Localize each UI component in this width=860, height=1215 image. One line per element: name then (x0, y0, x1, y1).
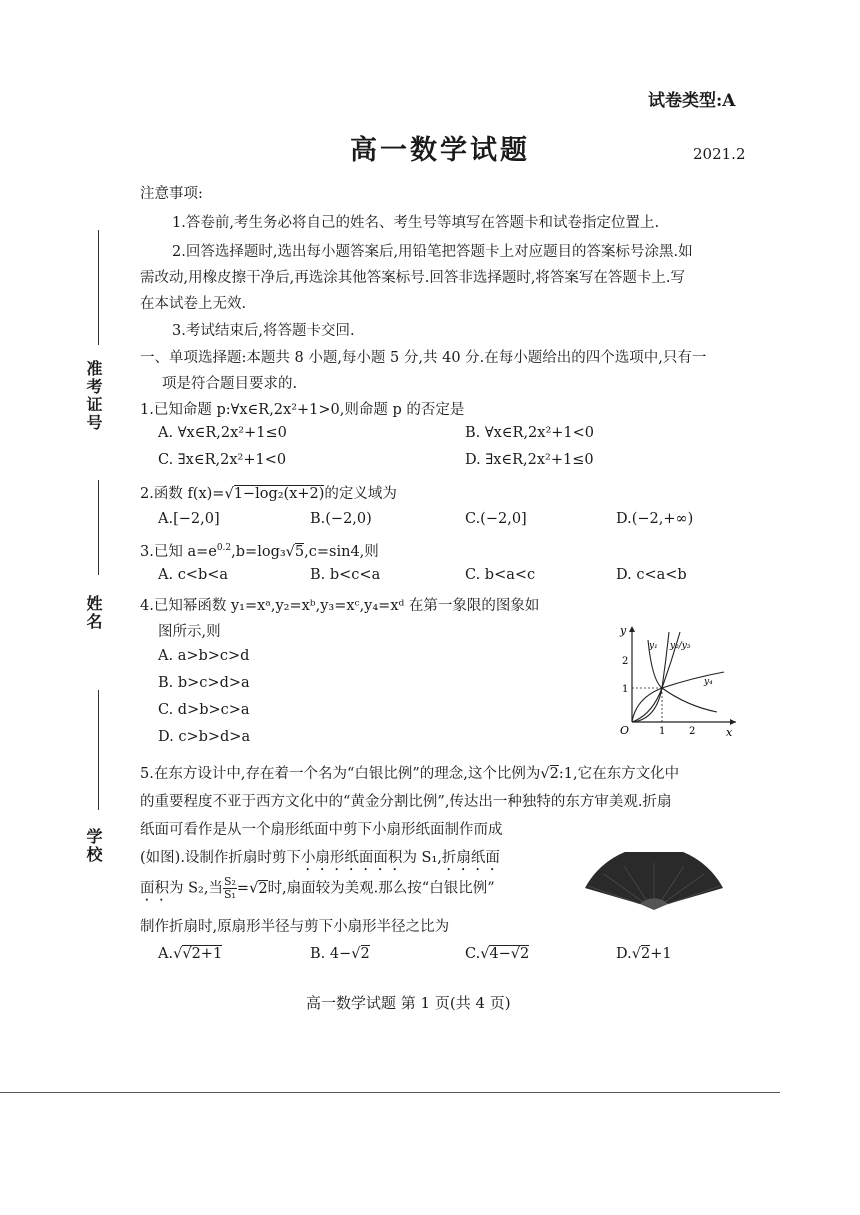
q4-option-d: D. c>b>d>a (158, 729, 251, 745)
q5-line-5-a: 为 S₂,当 (169, 880, 223, 897)
fraction-denominator: S₁ (223, 888, 236, 901)
q5-option-c (465, 946, 529, 962)
q4-stem: 4.已知幂函数 y₁=xᵃ,y₂=xᵇ,y₃=xᶜ,y₄=xᵈ 在第一象限的图象如 (140, 598, 540, 614)
sqrt-sign: √ (540, 766, 550, 782)
q4-option-b: B. b>c>d>a (158, 675, 250, 691)
q5-line-1-a: 5.在东方设计中,存在着一个名为“白银比例”的理念,这个比例为 (140, 766, 541, 782)
origin-label: O (620, 724, 630, 737)
notice-heading: 注意事项: (140, 186, 203, 202)
q4-option-c: C. d>b>c>a (158, 702, 250, 718)
q5-line-4-b: 为 S₁, (402, 850, 442, 866)
folding-fan-image (580, 852, 730, 912)
q5-option-a (158, 946, 222, 962)
q2-option-d: D.(−2,+∞) (616, 511, 694, 527)
q5-option-b (310, 946, 370, 962)
label-y4: y₄ (704, 677, 713, 687)
q2-stem-pre: 2.函数 f(x)= (140, 486, 225, 502)
q1-option-a: A. ∀x∈R,2x²+1≤0 (158, 425, 287, 441)
q5-option-a-radicand: √2+1 (182, 946, 223, 962)
y-axis-label: y (620, 624, 627, 637)
sqrt-sign: √ (631, 946, 641, 962)
tick-x2: 2 (689, 726, 696, 737)
q3-exponent: 0.2 (216, 543, 232, 554)
notice-item-2-cont: 需改动,用橡皮擦干净后,再选涂其他答案标号.回答非选择题时,将答案写在答题卡上.写 (140, 270, 686, 286)
q5-line-5 (140, 876, 495, 905)
side-line (98, 480, 99, 575)
equals-sign: = (236, 880, 250, 897)
q5-option-d-radicand: 2 (640, 946, 651, 962)
q5-option-b-radicand: 2 (360, 946, 370, 962)
q5-line-4-a: (如图).设制作折扇时剪下 (140, 850, 301, 866)
fraction-numerator: S₂ (223, 875, 236, 888)
q5-line-1-radicand: 2 (549, 766, 559, 782)
tick-y2: 2 (622, 656, 629, 667)
x-axis-label: x (726, 726, 733, 738)
q5-option-a-letter: A. (158, 946, 174, 962)
sqrt-sign: √ (173, 946, 183, 962)
q1-stem: 1.已知命题 p:∀x∈R,2x²+1>0,则命题 p 的否定是 (140, 402, 465, 418)
side-line (98, 230, 99, 345)
q3-option-d: D. c<a<b (616, 567, 687, 583)
tick-x1: 1 (659, 726, 666, 737)
q5-line-2: 的重要程度不亚于西方文化中的“黄金分割比例”,传达出一种独特的东方审美观.折扇 (140, 794, 672, 810)
q3-option-c: C. b<a<c (465, 567, 536, 583)
exam-id-label: 准考证号 (84, 360, 103, 432)
q5-line-5-b: 时,扇面较为美观.那么按“白银比例” (267, 880, 495, 897)
q3-radicand: 5 (294, 544, 305, 560)
q2-stem (140, 482, 397, 503)
q5-line-5-radicand: 2 (258, 880, 268, 897)
paper-type: 试卷类型:A (648, 91, 736, 111)
power-function-graph (612, 620, 742, 738)
q5-line-1 (140, 762, 679, 783)
q3-stem-post: ,c=sin4,则 (304, 544, 379, 560)
q3-option-b: B. b<c<a (310, 567, 381, 583)
q3-stem-pre: 3.已知 a=e (140, 544, 217, 560)
q4-option-a: A. a>b>c>d (158, 648, 250, 664)
q5-line-6: 制作折扇时,原扇形半径与剪下小扇形半径之比为 (140, 919, 450, 935)
sqrt-sign: √ (351, 946, 361, 962)
section-heading-cont: 项是符合题目要求的. (162, 376, 298, 392)
page-title: 高一数学试题 (350, 135, 530, 166)
q5-option-c-radicand: 4−√2 (489, 946, 530, 962)
sqrt-sign: √ (480, 946, 490, 962)
q5-emphasis-text: 面积 (140, 880, 169, 897)
q2-option-a: A.[−2,0] (158, 511, 220, 527)
notice-item-3: 3.考试结束后,将答题卡交回. (172, 323, 355, 339)
q5-line-3: 纸面可看作是从一个扇形纸面中剪下小扇形纸面制作而成 (140, 822, 503, 838)
q2-option-c: C.(−2,0] (465, 511, 527, 527)
q5-emphasis-text: 折扇纸面 (441, 850, 500, 866)
notice-item-2-end: 在本试卷上无效. (140, 296, 247, 312)
q3-option-a: A. c<b<a (158, 567, 229, 583)
q2-option-b: B.(−2,0) (310, 511, 372, 527)
name-label: 姓名 (84, 595, 103, 631)
q2-stem-post: 的定义域为 (324, 486, 397, 502)
x-arrow (730, 719, 736, 725)
q2-radicand: 1−log₂(x+2) (233, 486, 325, 502)
page-bottom-rule (0, 1092, 780, 1093)
q5-option-d-letter: D. (616, 946, 632, 962)
sqrt-sign: √ (285, 544, 295, 560)
side-line (98, 690, 99, 810)
q3-stem (140, 540, 379, 561)
notice-item-2: 2.回答选择题时,选出每小题答案后,用铅笔把答题卡上对应题目的答案标号涂黑.如 (172, 244, 693, 260)
q5-line-1-b: :1,它在东方文化中 (558, 766, 680, 782)
fraction (223, 876, 237, 901)
label-y1: y₁ (649, 641, 658, 651)
school-label: 学校 (84, 828, 103, 864)
tick-y1: 1 (622, 684, 629, 695)
sqrt-sign: √ (249, 880, 259, 897)
q5-emphasis-text: 小扇形纸面面积 (300, 850, 403, 866)
q5-line-4 (140, 846, 500, 874)
q1-option-c: C. ∃x∈R,2x²+1<0 (158, 452, 287, 468)
q5-option-d-post: +1 (650, 946, 672, 962)
q3-stem-mid: ,b=log₃ (231, 544, 286, 560)
section-heading: 一、单项选择题:本题共 8 小题,每小题 5 分,共 40 分.在每小题给出的四个选项中,只有一 (140, 350, 707, 366)
notice-item-1: 1.答卷前,考生务必将自己的姓名、考生号等填写在答题卡和试卷指定位置上. (172, 215, 660, 231)
q1-option-b: B. ∀x∈R,2x²+1<0 (465, 425, 595, 441)
q5-option-d (616, 946, 672, 962)
q5-option-b-letter: B. 4− (310, 946, 352, 962)
q1-option-d: D. ∃x∈R,2x²+1≤0 (465, 452, 594, 468)
exam-date: 2021.2 (693, 145, 746, 163)
q4-stem-cont: 图所示,则 (158, 624, 221, 640)
page-footer: 高一数学试题 第 1 页(共 4 页) (306, 994, 511, 1012)
y-arrow (629, 626, 635, 632)
label-y2-y3: y₂/y₃ (670, 641, 691, 651)
sqrt-sign: √ (224, 486, 234, 502)
q5-option-c-letter: C. (465, 946, 481, 962)
